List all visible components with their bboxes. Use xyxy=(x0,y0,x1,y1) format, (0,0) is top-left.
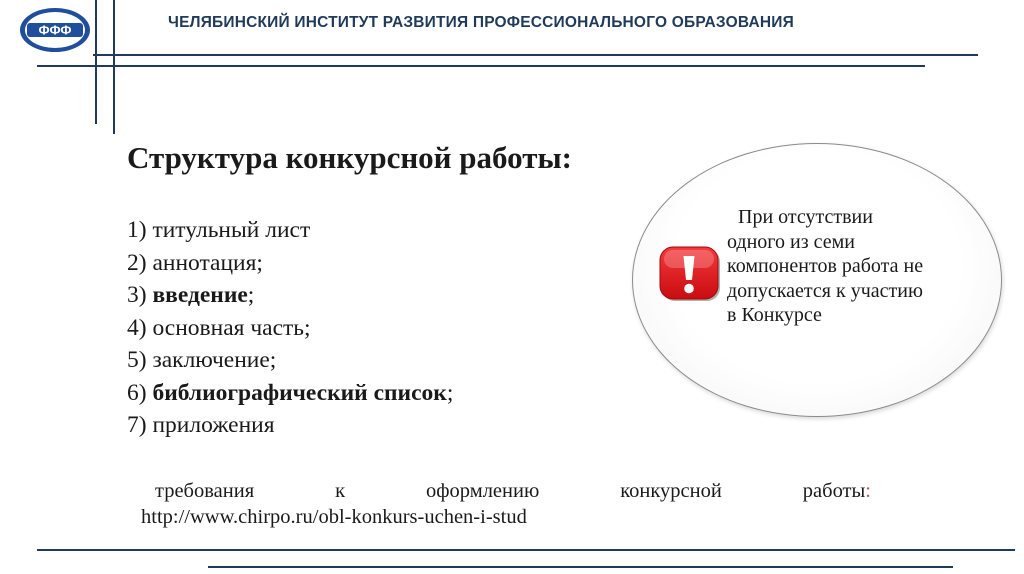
item-text: титульный лист xyxy=(152,217,311,243)
warning-line: При отсутствии xyxy=(738,206,873,228)
req-word-last xyxy=(803,478,871,504)
item-number: 4) xyxy=(127,314,147,341)
req-word: требования xyxy=(155,480,255,502)
item-number: 5) xyxy=(127,347,147,373)
institute-logo xyxy=(18,6,92,54)
list-item xyxy=(127,344,453,377)
req-colon: : xyxy=(865,480,871,502)
item-text: библиографический список xyxy=(152,379,447,406)
item-number: 2) xyxy=(127,249,147,276)
list-item xyxy=(127,279,453,312)
item-text: введение xyxy=(152,282,248,308)
item-number: 6) xyxy=(127,379,147,406)
footer-rule-top xyxy=(37,549,1015,551)
item-suffix: ; xyxy=(247,282,255,308)
header-title: ЧЕЛЯБИНСКИЙ ИНСТИТУТ РАЗВИТИЯ ПРОФЕССИОНАЛЬНОГО ОБРАЗОВАНИЯ xyxy=(168,14,794,31)
list-item xyxy=(127,312,453,345)
req-word: оформлению xyxy=(426,480,540,502)
req-word: работы xyxy=(802,480,866,502)
warning-line: компонентов работа не xyxy=(727,255,924,277)
item-text: аннотация; xyxy=(152,249,263,276)
logo-lettering: ФФФ xyxy=(38,22,72,38)
item-suffix: ; xyxy=(446,379,454,406)
item-text: приложения xyxy=(152,412,275,438)
list-item xyxy=(127,247,453,280)
exclamation-icon xyxy=(659,246,723,304)
header-rule-top xyxy=(93,54,978,56)
footer-rule-bottom xyxy=(208,566,953,568)
header-rule-bottom xyxy=(37,65,925,67)
item-number: 1) xyxy=(127,217,147,243)
list-item xyxy=(127,409,453,442)
warning-line: одного из семи xyxy=(727,230,855,253)
warning-line: допускается к участию xyxy=(727,279,923,302)
item-number: 3) xyxy=(127,282,147,308)
warning-line: в Конкурсе xyxy=(727,304,822,326)
item-text: основная часть; xyxy=(152,314,311,341)
item-number: 7) xyxy=(127,412,147,438)
requirements-text xyxy=(155,478,871,504)
warning-text xyxy=(727,205,989,328)
slide-title: Структура конкурсной работы: xyxy=(127,140,572,175)
header-vertical-rule-left xyxy=(95,0,97,124)
list-item xyxy=(127,214,453,247)
component-list xyxy=(127,214,453,442)
requirements-url-link[interactable]: http://www.chirpo.ru/obl-konkurs-uchen-i-stud xyxy=(141,506,527,528)
req-word: к xyxy=(335,480,346,502)
header-vertical-rule-right xyxy=(113,0,115,134)
requirements-line xyxy=(155,478,871,504)
list-item xyxy=(127,377,453,410)
item-text: заключение; xyxy=(152,347,277,373)
req-word: конкурсной xyxy=(620,480,722,502)
